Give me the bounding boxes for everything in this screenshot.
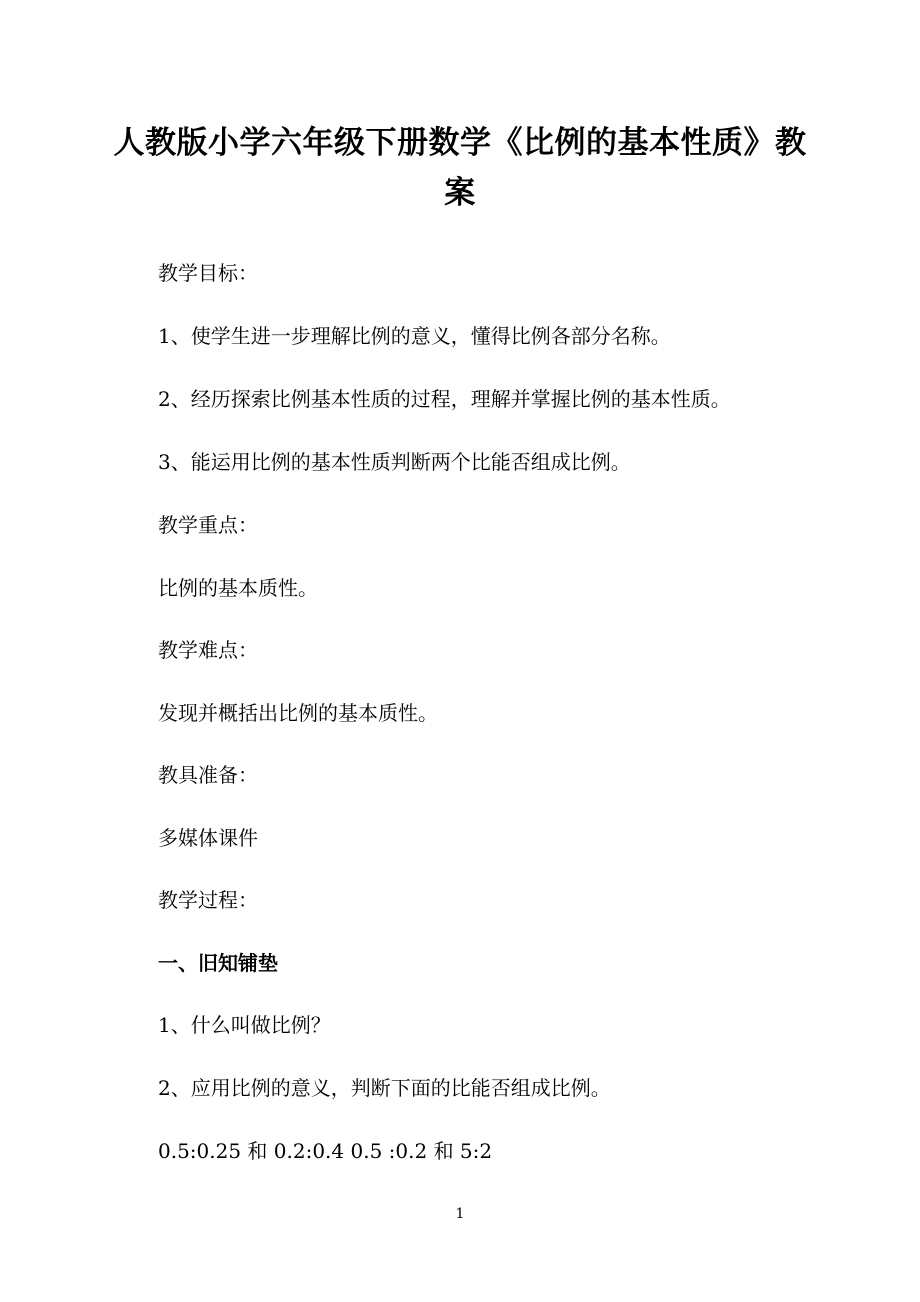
heading-teaching-goals: 教学目标： — [158, 261, 258, 285]
difficult-points-text: 发现并概括出比例的基本质性。 — [158, 701, 438, 725]
heading-teaching-process: 教学过程： — [158, 888, 258, 912]
goal-item-1: 1、使学生进一步理解比例的意义，懂得比例各部分名称。 — [158, 324, 671, 348]
heading-difficult-points: 教学难点： — [158, 638, 258, 662]
goal-item-2: 2、经历探索比例基本性质的过程，理解并掌握比例的基本性质。 — [158, 387, 731, 411]
review-question-2: 2、应用比例的意义，判断下面的比能否组成比例。 — [158, 1076, 611, 1100]
key-points-text: 比例的基本质性。 — [158, 576, 318, 600]
heading-key-points: 教学重点： — [158, 513, 258, 537]
document-title: 人教版小学六年级下册数学《比例的基本性质》教案 — [113, 125, 807, 211]
page-number: 1 — [455, 1206, 465, 1222]
teaching-aids-text: 多媒体课件 — [158, 826, 258, 850]
section-heading-review: 一、旧知铺垫 — [158, 951, 278, 975]
review-question-1: 1、什么叫做比例？ — [158, 1013, 331, 1037]
goal-item-3: 3、能运用比例的基本性质判断两个比能否组成比例。 — [158, 450, 631, 474]
heading-teaching-aids: 教具准备： — [158, 763, 258, 787]
ratio-examples: 0.5:0.25 和 0.2:0.4 0.5 :0.2 和 5:2 — [158, 1139, 493, 1163]
